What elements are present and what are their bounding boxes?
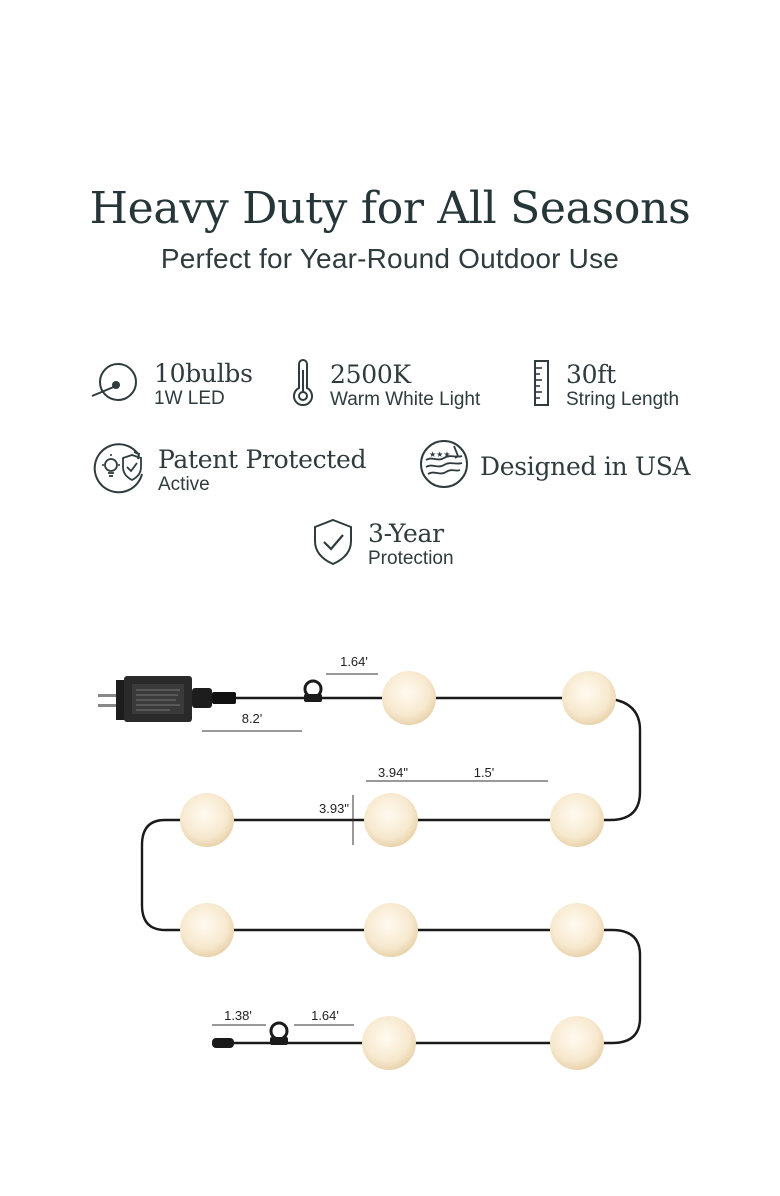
svg-text:★★★: ★★★	[429, 450, 451, 459]
dim-clip-to-bulb-bottom: 1.64'	[311, 1008, 339, 1023]
dim-bulb-diameter: 3.94"	[378, 765, 408, 780]
bulb	[362, 1016, 416, 1070]
bulb	[550, 793, 604, 847]
feature-usa	[418, 438, 690, 495]
feature-bulbs-type: 1W LED	[154, 387, 225, 409]
dim-clip-to-bulb-top: 1.64'	[340, 654, 368, 669]
bulb	[180, 903, 234, 957]
feature-patent-title: Patent Protected	[158, 444, 367, 474]
patent-shield-icon	[92, 440, 148, 501]
usa-flag-badge-icon	[418, 438, 470, 495]
string-light-diagram	[0, 600, 780, 1120]
bulb	[562, 671, 616, 725]
feature-bulbs-count: 10bulbs	[154, 358, 253, 388]
bulb	[550, 1016, 604, 1070]
ruler-icon	[532, 358, 552, 413]
bulb	[550, 903, 604, 957]
feature-length-value: 30ft	[566, 359, 616, 389]
dim-bulb-height: 3.93"	[319, 801, 349, 816]
power-adapter	[98, 676, 236, 722]
feature-bulbs	[90, 358, 253, 411]
dim-plug-lead: 8.2'	[241, 711, 263, 726]
feature-length-desc: String Length	[566, 388, 680, 410]
feature-patent	[92, 440, 366, 501]
page-title: Heavy Duty for All Seasons	[89, 183, 691, 234]
dim-end-lead: 1.38'	[224, 1008, 252, 1023]
feature-length	[532, 358, 679, 413]
feature-temperature-desc: Warm White Light	[330, 388, 481, 410]
end-connector	[212, 1038, 234, 1048]
feature-warranty-desc: Protection	[368, 547, 454, 569]
thermometer-icon	[290, 358, 316, 413]
page-subtitle: Perfect for Year-Round Outdoor Use	[160, 243, 620, 274]
feature-usa-title: Designed in USA	[480, 451, 691, 481]
feature-patent-status: Active	[158, 473, 210, 495]
feature-warranty-term: 3-Year	[368, 518, 444, 548]
feature-temperature-value: 2500K	[330, 359, 411, 389]
bulb	[364, 903, 418, 957]
bulb	[364, 793, 418, 847]
bulb	[180, 793, 234, 847]
hanging-clip	[270, 1023, 288, 1045]
feature-warranty	[312, 517, 454, 572]
dim-bulb-spacing: 1.5'	[473, 765, 495, 780]
shield-check-icon	[312, 517, 354, 572]
feature-temperature	[290, 358, 480, 413]
bulb-icon	[90, 358, 142, 411]
power-cord	[142, 698, 640, 1043]
hanging-clip	[304, 681, 322, 702]
bulb	[382, 671, 436, 725]
